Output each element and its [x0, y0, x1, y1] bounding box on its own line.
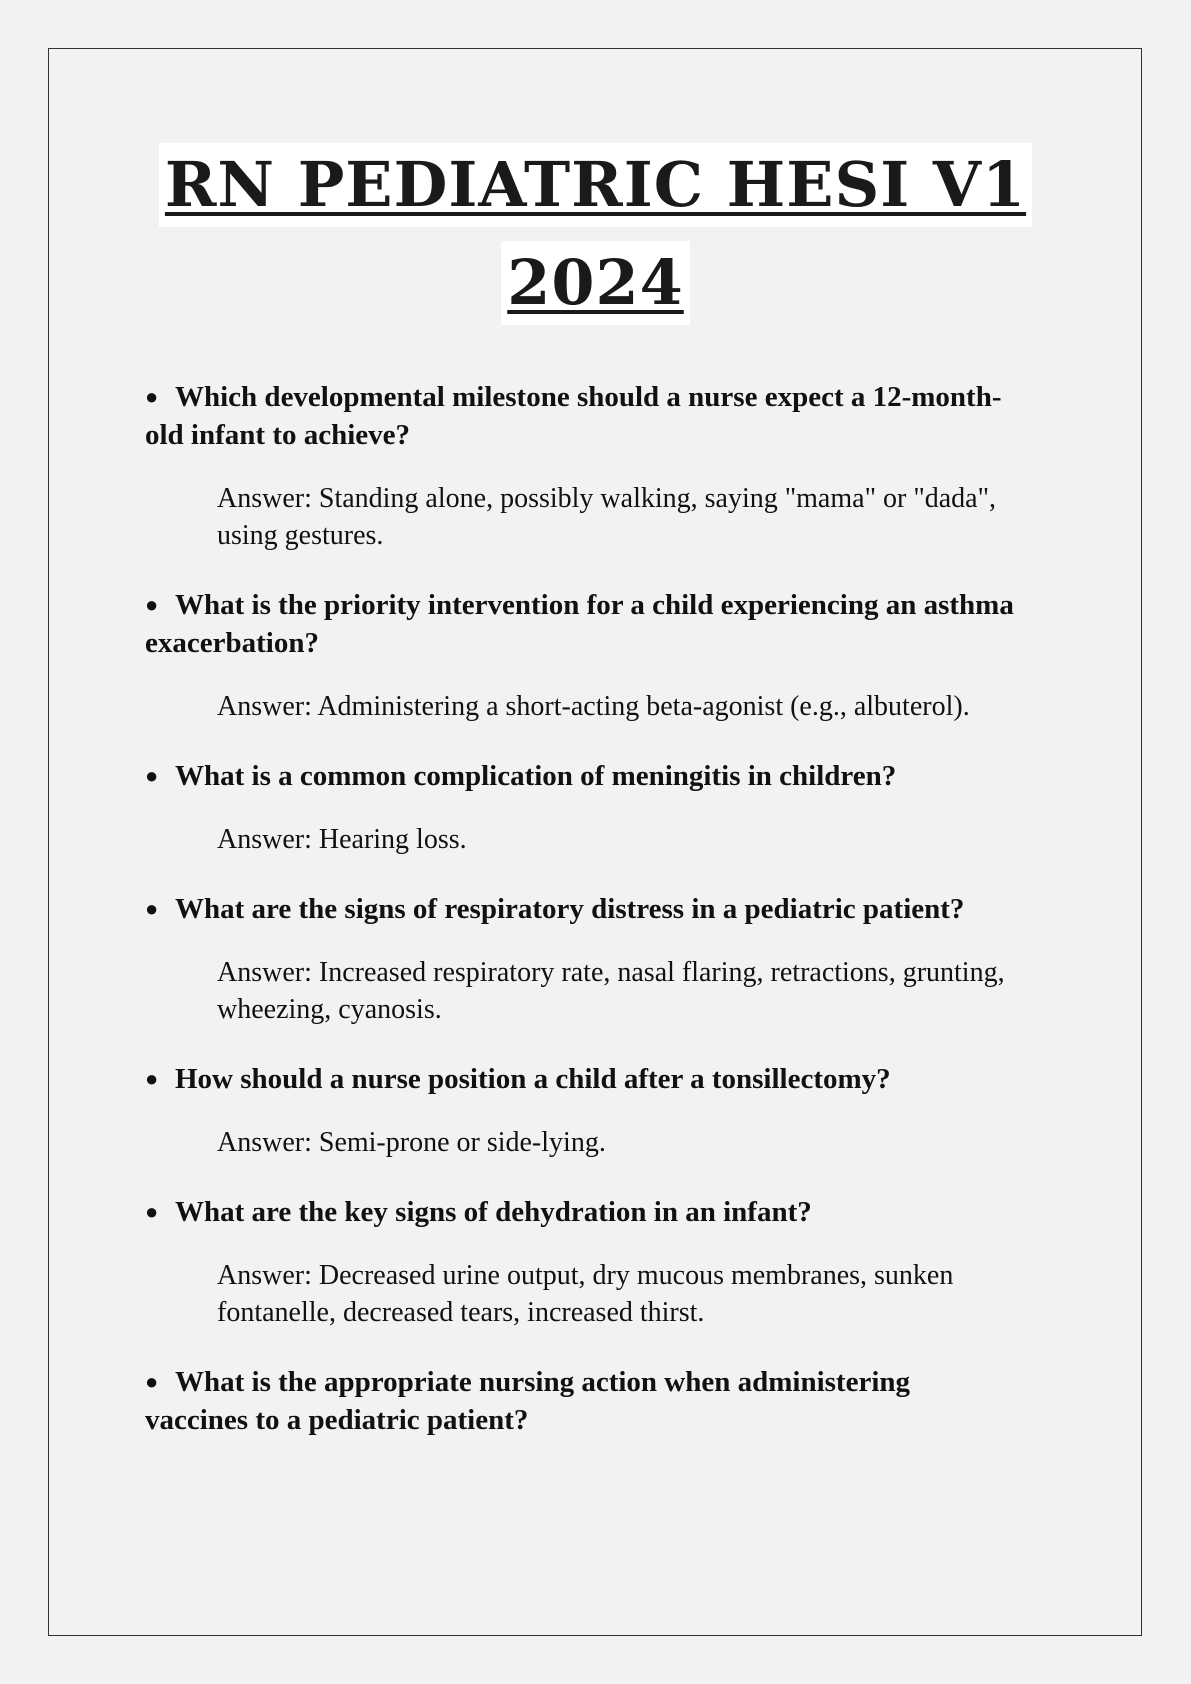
question [145, 1060, 1015, 1098]
qa-item [145, 1193, 1015, 1331]
qa-item [145, 890, 1015, 1028]
qa-item [145, 586, 1015, 725]
question-text: What is a common complication of meningitis in children? [175, 760, 897, 792]
qa-item [145, 1363, 1015, 1439]
answer: Answer: Increased respiratory rate, nasal flaring, retractions, grunting, wheezing, cyanosis. [217, 957, 1005, 1025]
document-title [0, 143, 1191, 325]
bullet-icon: ● [145, 384, 159, 409]
question [145, 890, 1015, 928]
question-text: What are the signs of respiratory distress in a pediatric patient? [175, 893, 965, 925]
bullet-icon: ● [145, 1199, 159, 1224]
qa-item [145, 1060, 1015, 1161]
question [145, 1193, 1015, 1231]
answer: Answer: Standing alone, possibly walking, saying "mama" or "dada", using gestures. [217, 483, 997, 551]
answer: Answer: Administering a short-acting beta-agonist (e.g., albuterol). [217, 691, 970, 722]
bullet-icon: ● [145, 592, 159, 617]
bullet-icon: ● [145, 763, 159, 788]
question [145, 1363, 1015, 1439]
question-text: How should a nurse position a child after a tonsillectomy? [175, 1063, 891, 1095]
bullet-icon: ● [145, 1369, 159, 1394]
answer: Answer: Semi-prone or side-lying. [217, 1127, 606, 1158]
bullet-icon: ● [145, 896, 159, 921]
question [145, 586, 1015, 662]
question-text: Which developmental milestone should a nurse expect a 12-month-old infant to achieve? [145, 381, 1002, 451]
bullet-icon: ● [145, 1066, 159, 1091]
title-line-1: RN PEDIATRIC HESI V1 [159, 143, 1032, 227]
title-line-2: 2024 [501, 241, 690, 325]
question-text: What is the priority intervention for a child experiencing an asthma exacerbation? [145, 589, 1014, 659]
qa-item [145, 757, 1015, 858]
answer: Answer: Hearing loss. [217, 824, 467, 855]
answer: Answer: Decreased urine output, dry mucous membranes, sunken fontanelle, decreased tears, increased thirst. [217, 1260, 954, 1328]
question [145, 378, 1015, 454]
question-text: What are the key signs of dehydration in an infant? [175, 1196, 812, 1228]
question-list [145, 378, 1015, 1439]
question-text: What is the appropriate nursing action when administering vaccines to a pediatric patient? [145, 1366, 911, 1436]
question [145, 757, 1015, 795]
qa-item [145, 378, 1015, 554]
